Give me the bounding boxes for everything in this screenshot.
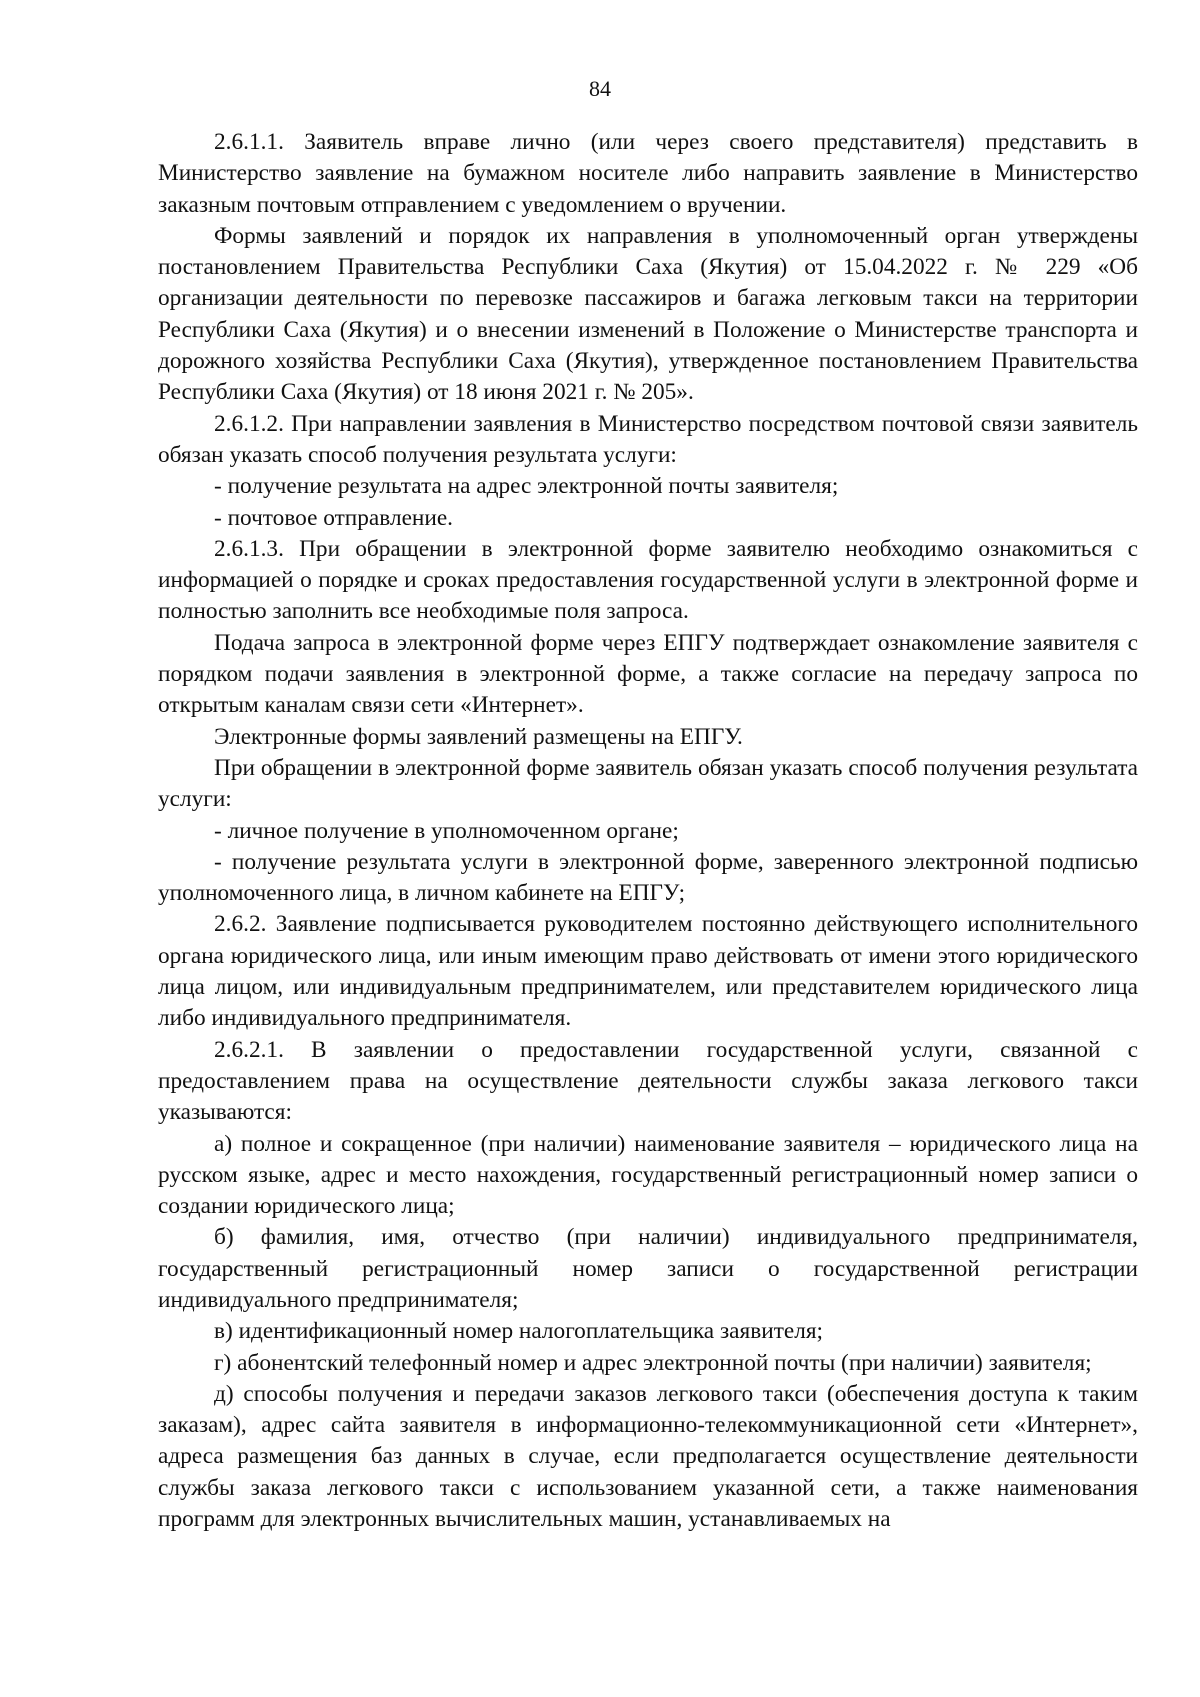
paragraph: 2.6.1.2. При направлении заявления в Министерство посредством почтовой связи заявитель обязан указать способ получения результата услуги: [158,410,1138,468]
paragraph: Подача запроса в электронной форме через ЕПГУ подтверждает ознакомление заявителя с порядком подачи заявления в электронной форме, а также согласие на передачу запроса по открытым каналам связи сети «Интернет». [158,629,1138,719]
list-item: д) способы получения и передачи заказов легкового такси (обеспечения доступа к таким заказам), адрес сайта заявителя в информационно-телекоммуникационной сети «Интернет», адреса размещения баз данных в случае, если предполагается осуществление деятельности службы заказа легкового такси с использованием указанной сети, а также наименования программ для электронных вычислительных машин, устанавливаемых на [158,1380,1138,1533]
list-item: б) фамилия, имя, отчество (при наличии) индивидуального предпринимателя, государственный регистрационный номер записи о государственной регистрации индивидуального предпринимателя; [158,1224,1138,1313]
paragraph: 2.6.1.1. Заявитель вправе лично (или через своего представителя) представить в Министерство заявление на бумажном носителе либо направить заявление в Министерство заказным почтовым отправлением с уведомлением о вручении. [158,129,1138,218]
document-body [158,127,1138,1535]
list-item: - получение результата услуги в электронной форме, заверенного электронной подписью уполномоченного лица, в личном кабинете на ЕПГУ; [158,848,1138,907]
paragraph: Формы заявлений и порядок их направления в уполномоченный орган утверждены постановлением Правительства Республики Саха (Якутия) от 15.04.2022 г. № 229 «Об организации деятельности по перевозке пассажиров и багажа легковым такси на территории Республики Саха (Якутия) и о внесении изменений в Положение о Министерстве транспорта и дорожного хозяйства Республики Саха (Якутия), утвержденное постановлением Правительства Республики Саха (Якутия) от 18 июня 2021 г. № 205». [158,222,1138,406]
list-item: а) полное и сокращенное (при наличии) наименование заявителя – юридического лица на русском языке, адрес и место нахождения, государственный регистрационный номер записи о создании юридического лица; [158,1130,1138,1220]
paragraph: 2.6.1.3. При обращении в электронной форме заявителю необходимо ознакомиться с информацией о порядке и сроках предоставления государственной услуги в электронной форме и полностью заполнить все необходимые поля запроса. [158,535,1138,625]
paragraph: Электронные формы заявлений размещены на ЕПГУ. [214,723,743,750]
list-item: - почтовое отправление. [214,504,454,531]
list-item: - получение результата на адрес электронной почты заявителя; [214,473,839,500]
paragraph: При обращении в электронной форме заявитель обязан указать способ получения результата услуги: [158,754,1138,813]
list-item: в) идентификационный номер налогоплательщика заявителя; [214,1318,824,1345]
list-item: г) абонентский телефонный номер и адрес электронной почты (при наличии) заявителя; [214,1349,1092,1376]
page-number: 84 [589,76,611,101]
paragraph: 2.6.2.1. В заявлении о предоставлении государственной услуги, связанной с предоставлением права на осуществление деятельности службы заказа легкового такси указываются: [158,1036,1138,1126]
list-item: - личное получение в уполномоченном органе; [214,817,679,844]
paragraph: 2.6.2. Заявление подписывается руководителем постоянно действующего исполнительного органа юридического лица, или иным имеющим право действовать от имени этого юридического лица лицом, или индивидуальным предпринимателем, или представителем юридического лица либо индивидуального предпринимателя. [158,911,1138,1032]
